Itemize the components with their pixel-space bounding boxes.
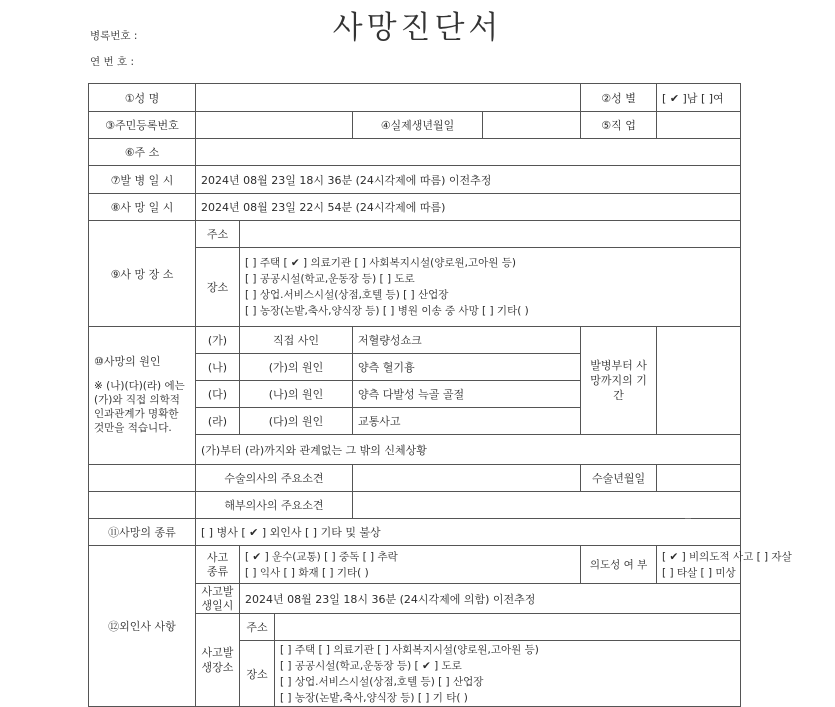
surgery-date-label: 수술년월일 (581, 465, 657, 492)
accident-place-label: 사고발생장소 (196, 614, 240, 707)
scan-mark (685, 518, 691, 519)
record-number-label: 병록번호 : (90, 30, 138, 42)
sex-value[interactable]: [ ✔ ]남 [ ]여 (657, 84, 741, 112)
address-field[interactable] (196, 139, 741, 166)
intent-line[interactable]: [ ] 타살 [ ] 미상 (662, 566, 736, 579)
intent-line[interactable]: [ ✔ ] 비의도적 사고 [ ] 자살 (662, 550, 792, 563)
cause-desc-a: 직접 사인 (240, 327, 353, 354)
interval-label: 발병부터 사망까지의 기간 (581, 327, 657, 435)
surgeon-findings-label: 수술의사의 주요소견 (196, 465, 353, 492)
name-field[interactable] (196, 84, 581, 112)
cause-value-c[interactable]: 양측 다발성 늑골 골절 (353, 381, 581, 408)
accident-address-field[interactable] (275, 614, 741, 641)
death-kind-label: ⑪사망의 종류 (89, 519, 196, 546)
external-cause-label: ⑫외인사 사항 (89, 546, 196, 707)
cause-value-d[interactable]: 교통사고 (353, 408, 581, 435)
document-title: 사망진단서 (332, 10, 503, 46)
cause-tag-a: (가) (196, 327, 240, 354)
death-time-value[interactable]: 2024년 08월 23일 22시 54분 (24시각제에 따름) (196, 194, 741, 221)
death-place-type-label: 장소 (196, 248, 240, 327)
onset-time-value[interactable]: 2024년 08월 23일 18시 36분 (24시각제에 따름) 이전추정 (196, 166, 741, 194)
job-field[interactable] (657, 112, 741, 139)
autopsy-findings-field[interactable] (353, 492, 741, 519)
death-place-option-line[interactable]: [ ] 공공시설(학교,운동장 등) [ ] 도로 (245, 273, 415, 285)
accident-type-options[interactable] (240, 546, 581, 584)
cause-of-death-note: ※ (나)(다)(라) 에는 (가)와 직접 의학적 인과관계가 명확한 것만을 적습니다. (94, 380, 185, 434)
interval-field[interactable] (657, 327, 741, 435)
accident-date-value[interactable]: 2024년 08월 23일 18시 36분 (24시각제에 의함) 이전추정 (240, 584, 741, 614)
birth-date-field[interactable] (483, 112, 581, 139)
death-place-option-line[interactable]: [ ] 주택 [ ✔ ] 의료기관 [ ] 사회복지시설(양로원,고아원 등) (245, 257, 516, 269)
cause-value-b[interactable]: 양측 혈기흉 (353, 354, 581, 381)
death-place-option-line[interactable]: [ ] 농장(논밭,축사,양식장 등) [ ] 병원 이송 중 사망 [ ] 기타( ) (245, 305, 529, 317)
sex-label: ②성 별 (581, 84, 657, 112)
other-conditions-label[interactable]: (가)부터 (라)까지와 관계없는 그 밖의 신체상황 (196, 435, 741, 465)
cause-desc-d: (다)의 원인 (240, 408, 353, 435)
death-place-option-line[interactable]: [ ] 상업.서비스시설(상점,호텔 등) [ ] 산업장 (245, 289, 449, 301)
death-time-label: ⑧사 망 일 시 (89, 194, 196, 221)
cause-desc-c: (나)의 원인 (240, 381, 353, 408)
autopsy-findings-label: 해부의사의 주요소견 (196, 492, 353, 519)
intent-options[interactable] (657, 546, 792, 584)
job-label: ⑤직 업 (581, 112, 657, 139)
death-certificate-form (88, 83, 792, 707)
cause-spacer (89, 465, 196, 492)
accident-type-line[interactable]: [ ] 익사 [ ] 화재 [ ] 기타( ) (245, 566, 369, 579)
cause-spacer (89, 492, 196, 519)
death-place-address-label: 주소 (196, 221, 240, 248)
cause-of-death-block (89, 327, 196, 465)
name-label: ①성 명 (89, 84, 196, 112)
cause-value-a[interactable]: 저혈량성쇼크 (353, 327, 581, 354)
accident-date-label: 사고발생일시 (196, 584, 240, 614)
cause-tag-d: (라) (196, 408, 240, 435)
accident-type-line[interactable]: [ ✔ ] 운수(교통) [ ] 중독 [ ] 추락 (245, 550, 398, 563)
death-place-address-field[interactable] (240, 221, 741, 248)
accident-place-line[interactable]: [ ] 농장(논밭,축사,양식장 등) [ ] 기 타( ) (280, 691, 468, 704)
rrn-label: ③주민등록번호 (89, 112, 196, 139)
death-place-options[interactable] (240, 248, 741, 327)
death-place-label: ⑨사 망 장 소 (89, 221, 196, 327)
address-label: ⑥주 소 (89, 139, 196, 166)
cause-of-death-label: ⑩사망의 원인 (94, 355, 161, 368)
surgery-date-field[interactable] (657, 465, 741, 492)
accident-place-options[interactable] (275, 641, 741, 707)
onset-time-label: ⑦발 병 일 시 (89, 166, 196, 194)
cause-tag-b: (나) (196, 354, 240, 381)
death-kind-options[interactable]: [ ] 병사 [ ✔ ] 외인사 [ ] 기타 및 불상 (196, 519, 741, 546)
accident-place-line[interactable]: [ ] 공공시설(학교,운동장 등) [ ✔ ] 도로 (280, 659, 462, 672)
accident-place-line[interactable]: [ ] 상업.서비스시설(상점,호텔 등) [ ] 산업장 (280, 675, 484, 688)
accident-address-label: 주소 (240, 614, 275, 641)
surgeon-findings-field[interactable] (353, 465, 581, 492)
cause-tag-c: (다) (196, 381, 240, 408)
intent-label: 의도성 여 부 (581, 546, 657, 584)
rrn-field[interactable] (196, 112, 353, 139)
cause-desc-b: (가)의 원인 (240, 354, 353, 381)
serial-number-label: 연 번 호 : (90, 56, 134, 68)
birth-date-label: ④실제생년월일 (353, 112, 483, 139)
accident-type-label: 사고 종류 (196, 546, 240, 584)
accident-place-line[interactable]: [ ] 주택 [ ] 의료기관 [ ] 사회복지시설(양로원,고아원 등) (280, 643, 539, 656)
accident-place-sub-label: 장소 (240, 641, 275, 707)
